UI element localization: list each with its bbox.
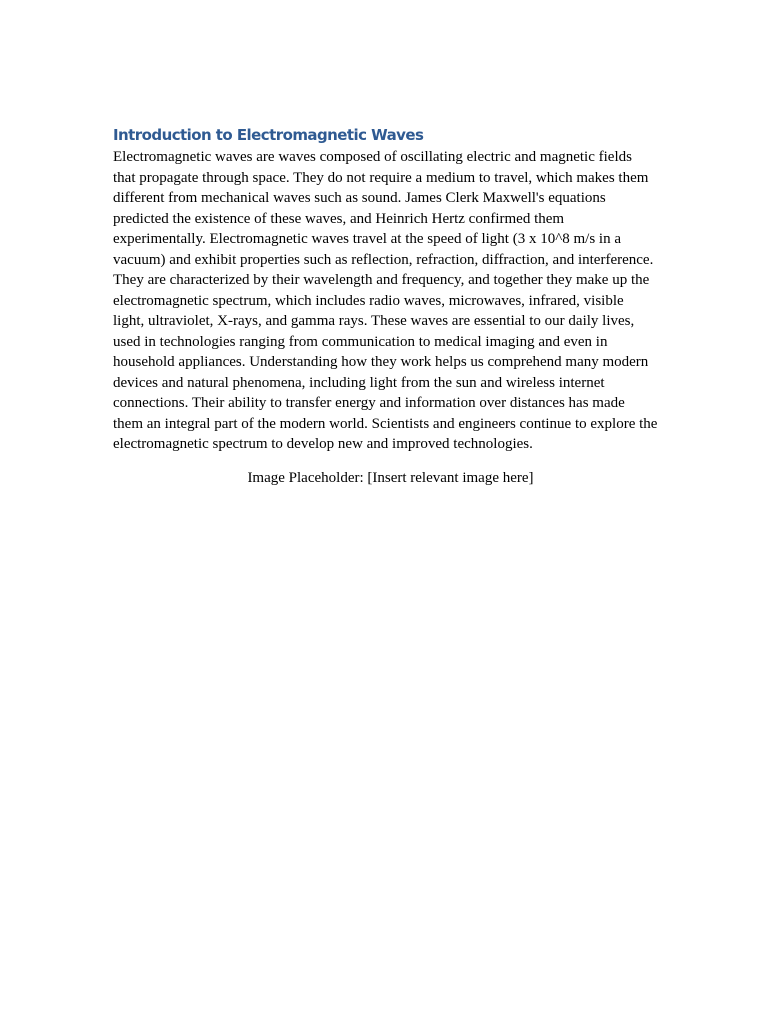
document-content (113, 124, 658, 488)
document-heading: Introduction to Electromagnetic Waves (113, 126, 424, 144)
image-placeholder-text: Image Placeholder: [Insert relevant image here] (247, 469, 534, 486)
body-paragraph: Electromagnetic waves are waves composed of oscillating electric and magnetic fields that propagate through space. They do not require a medium to travel, which makes them different from mechanical waves such as sound. James Clerk Maxwell's equations predicted the existence of these waves, and Heinrich Hertz confirmed them experimentally. Electromagnetic waves travel at the speed of light (3 x 10^8 m/s in a vacuum) and exhibit properties such as reflection, refraction, diffraction, and interference. They are characterized by their wavelength and frequency, and together they make up the electromagnetic spectrum, which includes radio waves, microwaves, infrared, visible light, ultraviolet, X-rays, and gamma rays. These waves are essential to our daily lives, used in technologies ranging from communication to medical imaging and even in household appliances. Understanding how they work helps us comprehend many modern devices and natural phenomena, including light from the sun and wireless internet connections. Their ability to transfer energy and information over distances has made them an integral part of the modern world. Scientists and engineers continue to explore the electromagnetic spectrum to develop new and improved technologies. (113, 149, 658, 452)
